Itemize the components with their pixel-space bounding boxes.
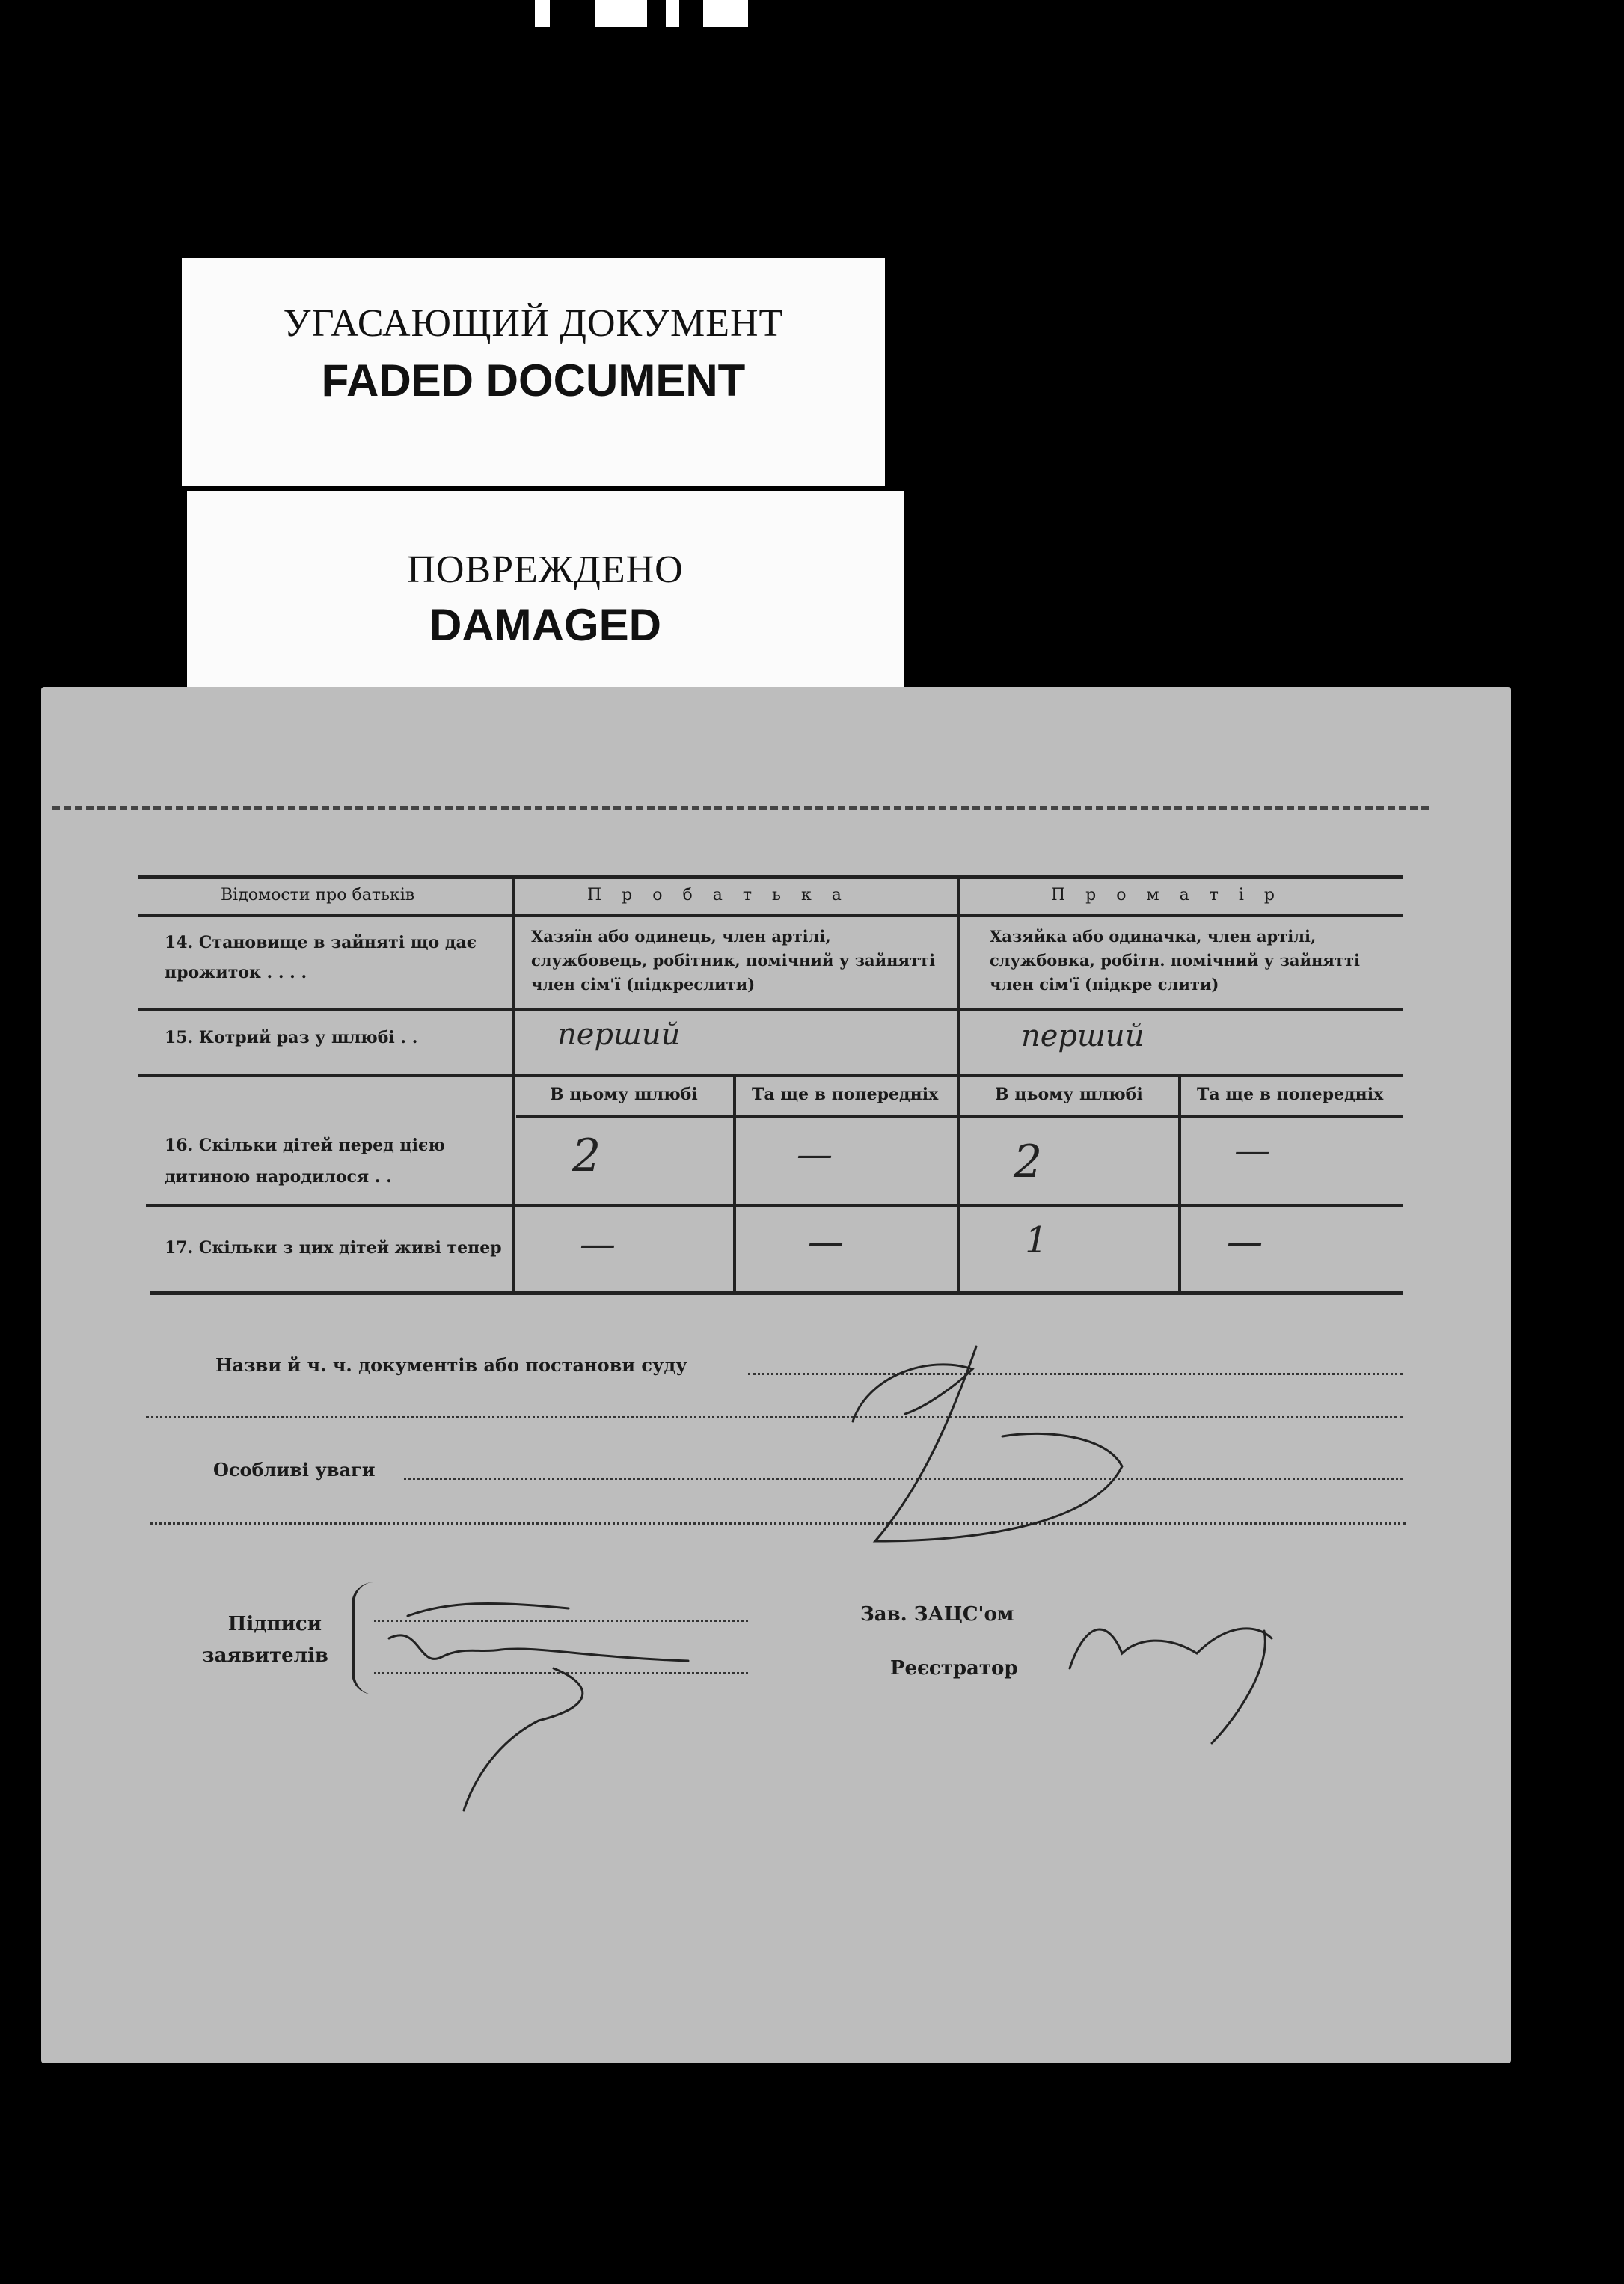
damaged-label-en: DAMAGED	[429, 600, 661, 650]
row14-father: Хазяїн або одинець, член артілі, службовець, робітник, помічний у зайнятті член сім'ї (підкреслити)	[531, 927, 936, 993]
faded-label-ru: УГАСАЮЩИЙ ДОКУМЕНТ	[283, 302, 784, 345]
head-label: Зав. ЗАЦС'ом	[860, 1603, 1014, 1626]
header-mother: П р о м а т і р	[1051, 886, 1282, 904]
notes-label: Особливі уваги	[213, 1459, 376, 1481]
row15-mother-value: перший	[1021, 1019, 1145, 1053]
subheader-mother-this: В цьому шлюбі	[995, 1085, 1143, 1104]
row16-mother-this: 2	[1014, 1136, 1043, 1188]
damaged-label-ru: ПОВРЕЖДЕНО	[407, 548, 684, 591]
subheader-father-this: В цьому шлюбі	[550, 1085, 698, 1104]
row16-father-previous: —	[797, 1133, 833, 1175]
header-father: П р о б а т ь к а	[587, 886, 849, 904]
row16-mother-previous: —	[1234, 1130, 1270, 1172]
row14-label: 14. Становище в зайняті що дає прожиток . . . .	[165, 933, 477, 982]
row17-label: 17. Скільки з цих дітей живі тепер	[165, 1238, 502, 1258]
header-parents-info: Відомости про батьків	[221, 886, 415, 904]
row17-mother-this: 1	[1025, 1219, 1048, 1261]
subheader-mother-previous: Та ще в попередніх	[1197, 1085, 1384, 1104]
row17-mother-previous: —	[1227, 1221, 1263, 1263]
signatures-label: Підписи заявителів	[202, 1613, 328, 1667]
subheader-father-previous: Та ще в попередніх	[752, 1085, 939, 1104]
row17-father-this: —	[580, 1223, 616, 1265]
row17-father-previous: —	[808, 1221, 844, 1263]
registrar-label: Реєстратор	[890, 1657, 1018, 1680]
row16-label: 16. Скільки дітей перед цією дитиною народилося . .	[165, 1136, 445, 1187]
row15-label: 15. Котрий раз у шлюбі . .	[165, 1028, 418, 1047]
row16-father-this: 2	[572, 1130, 601, 1182]
row14-mother: Хазяйка або одиначка, член артілі, службовка, робітн. помічний у зайнятті член сім'ї (підкре слити)	[990, 927, 1360, 993]
row15-father-value: перший	[557, 1017, 681, 1052]
documents-label: Назви й ч. ч. документів або постанови суду	[215, 1354, 687, 1376]
faded-label-en: FADED DOCUMENT	[321, 355, 746, 405]
